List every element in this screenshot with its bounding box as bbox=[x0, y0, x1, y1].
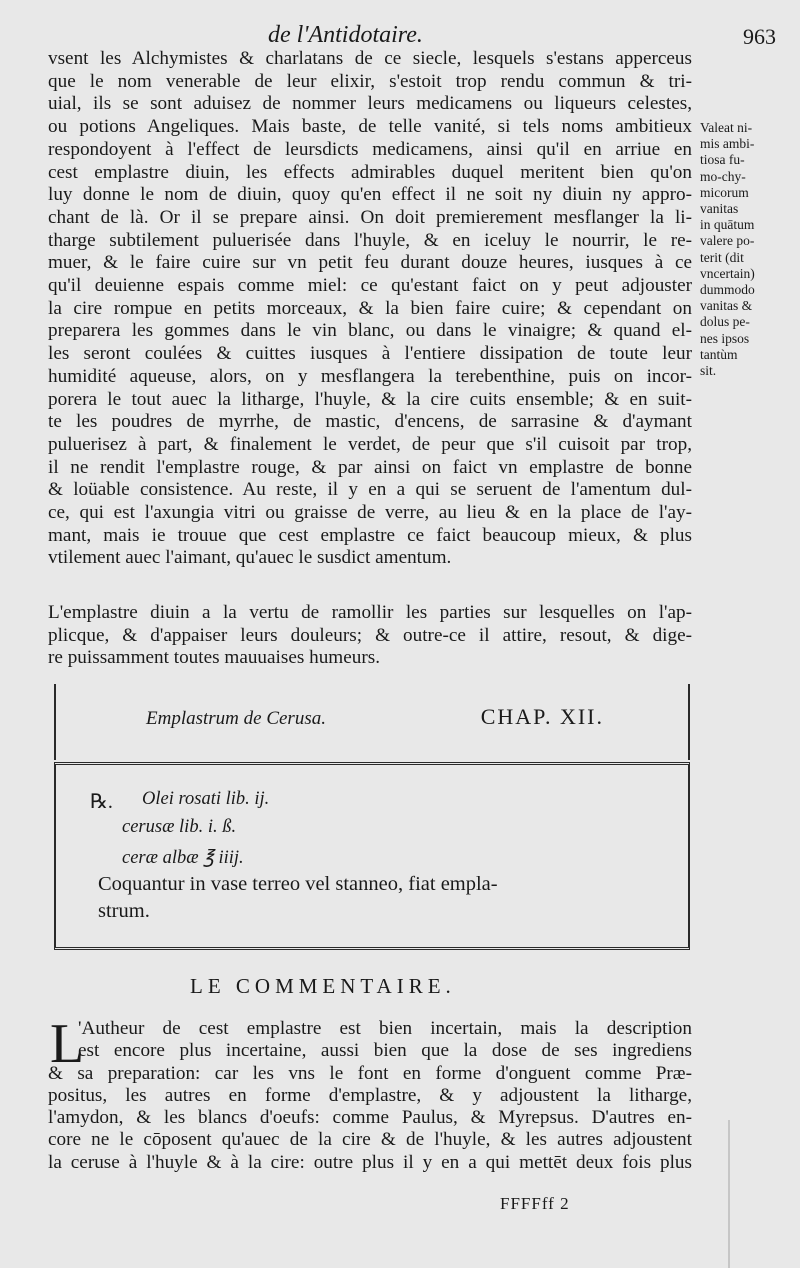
margin-note-line: micorum bbox=[700, 184, 749, 200]
recipe-item: ceræ albæ ℥ iiij. bbox=[122, 848, 244, 868]
recipe-symbol: ℞. bbox=[90, 791, 113, 813]
text-line: que le nom venerable de leur elixir, s'estoit trop rendu commun & tri- bbox=[48, 70, 692, 92]
text-line: ce, qui est l'axungia vitri ou graisse de verre, au lieu & en la place de l'ay- bbox=[48, 502, 692, 524]
chapter-heading-box bbox=[54, 684, 690, 760]
text-line: les seront coulées & cuittes iusques à l'entiere dissipation de toute leur bbox=[48, 343, 692, 365]
margin-note-line: tantùm bbox=[700, 346, 738, 362]
margin-note-line: mis ambi- bbox=[700, 136, 755, 152]
text-line: L'emplastre diuin a la vertu de ramollir les parties sur lesquelles on l'ap- bbox=[48, 602, 692, 623]
recipe-instruction-line: Coquantur in vase terreo vel stanneo, fiat empla- bbox=[98, 873, 498, 895]
margin-note-line: in quātum bbox=[700, 217, 755, 233]
margin-note-line: tiosa fu- bbox=[700, 152, 745, 168]
text-line: core ne le cōposent qu'auec de la cire & de l'huyle, & les autres adjoustent bbox=[48, 1129, 692, 1151]
margin-note-line: vncertain) bbox=[700, 265, 755, 281]
margin-note-line: Valeat ni- bbox=[700, 120, 753, 135]
margin-note-line: vanitas bbox=[700, 201, 739, 217]
text-line: porera le tout auec la litharge, l'huyle, & la cire cuits ensemble; & en suit- bbox=[48, 388, 692, 410]
margin-note-line: sit. bbox=[700, 363, 717, 379]
margin-note-line: mo-chy- bbox=[700, 168, 746, 184]
text-line: cest emplastre diuin, les effects admirables duquel meritent bien qu'on bbox=[48, 161, 692, 183]
margin-note-line: valere po- bbox=[700, 233, 755, 249]
signature-mark: FFFFff 2 bbox=[500, 1194, 570, 1213]
text-line: qu'il deuienne espais comme miel: ce qu'estant faict on y peut adjouster bbox=[48, 275, 692, 297]
recipe-instruction-line: strum. bbox=[98, 900, 150, 922]
text-line: est encore plus incertaine, aussi bien que la dose de ses ingrediens bbox=[78, 1040, 692, 1062]
margin-note bbox=[700, 120, 790, 379]
text-line: & loüable consistence. Au reste, il y en a qui se seruent de l'amentum dul- bbox=[48, 479, 692, 501]
text-line: chant de là. Or il se prepare ainsi. On doit premierement mesflanger la li- bbox=[48, 206, 692, 228]
commentary-heading: LE COMMENTAIRE. bbox=[190, 974, 456, 998]
text-line: ou potions Angeliques. Mais baste, de telle vanité, si tels noms ambitieux bbox=[48, 116, 692, 138]
text-line: vsent les Alchymistes & charlatans de ce siecle, lesquels s'estans apperceus bbox=[48, 48, 692, 69]
text-line: l'amydon, & les blancs d'oeufs: comme Paulus, & Myrepsus. D'autres en- bbox=[48, 1107, 692, 1129]
running-head: de l'Antidotaire. bbox=[268, 22, 423, 48]
margin-note-line: dolus pe- bbox=[700, 314, 750, 330]
text-line: vtilement auec l'aimant, qu'auec le susdict amentum. bbox=[48, 547, 452, 569]
text-line: respondoyent à l'effect de leursdicts medicamens, ainsi qu'il en arriue en bbox=[48, 138, 692, 160]
page-fold-shadow bbox=[728, 1120, 730, 1268]
text-line: tharge subtilement puluerisée dans l'huyle, & en iceluy le nourrir, le re- bbox=[48, 229, 692, 251]
text-line: te les poudres de myrrhe, de mastic, d'encens, de sarrasine & d'aymant bbox=[48, 411, 692, 433]
text-line: humidité aqueuse, alors, on y mesflangera la terebenthine, puis on incor- bbox=[48, 365, 692, 387]
text-line: uial, ils se sont aduisez de nommer leurs medicamens ou liqueurs celestes, bbox=[48, 93, 692, 115]
text-line: plicque, & d'appaiser leurs douleurs; & outre-ce il attire, resout, & dige- bbox=[48, 624, 692, 646]
margin-note-line: nes ipsos bbox=[700, 330, 750, 346]
text-line: re puissamment toutes mauuaises humeurs. bbox=[48, 647, 380, 669]
text-line: mant, mais ie trouue que cest emplastre ce faict beaucoup mieux, & plus bbox=[48, 524, 692, 546]
text-line: preparera les gommes dans le vin blanc, ou dans le vinaigre; & quand el- bbox=[48, 320, 692, 342]
drop-cap: L bbox=[50, 1013, 85, 1075]
chapter-label: CHAP. XII. bbox=[480, 704, 604, 729]
text-line: muer, & le faire cuire sur vn petit feu durant douze heures, iusques à ce bbox=[48, 252, 692, 274]
paragraph-main bbox=[48, 48, 692, 570]
text-line: la cire rompue en petits morceaux, & la bien faire cuire; & cependant on bbox=[48, 297, 692, 319]
text-line: luy donne le nom de diuin, quoy qu'en effect il ne soit ny diuin ny appro- bbox=[48, 184, 692, 206]
text-line: puluerisez à part, & finalement le verdet, de peur que s'il cuisoit par trop, bbox=[48, 433, 692, 455]
recipe-item: Olei rosati lib. ij. bbox=[142, 789, 270, 809]
margin-note-line: dummodo bbox=[700, 282, 755, 298]
paragraph-virtues bbox=[48, 602, 692, 670]
chapter-title: Emplastrum de Cerusa. bbox=[146, 708, 326, 729]
text-line: & sa preparation: car les vns le font en forme d'onguent comme Præ- bbox=[48, 1062, 692, 1084]
margin-note-line: terit (dit bbox=[700, 249, 744, 265]
margin-note-line: vanitas & bbox=[700, 298, 753, 314]
recipe-item: cerusæ lib. i. ß. bbox=[122, 817, 237, 837]
text-line: il ne rendit l'emplastre rouge, & par ainsi on faict vn emplastre de bonne bbox=[48, 456, 692, 478]
text-line: positus, les autres en forme d'emplastre, & y adjoustent la litharge, bbox=[48, 1084, 692, 1106]
recipe-instruction bbox=[98, 871, 638, 925]
text-line: 'Autheur de cest emplastre est bien incertain, mais la description bbox=[78, 1018, 692, 1039]
page-number: 963 bbox=[743, 24, 776, 49]
commentary-text bbox=[48, 1013, 692, 1174]
recipe-box bbox=[54, 762, 690, 950]
text-line: la ceruse à l'huyle & à la cire: outre plus il y en a qui mettēt deux fois plus bbox=[48, 1151, 692, 1173]
